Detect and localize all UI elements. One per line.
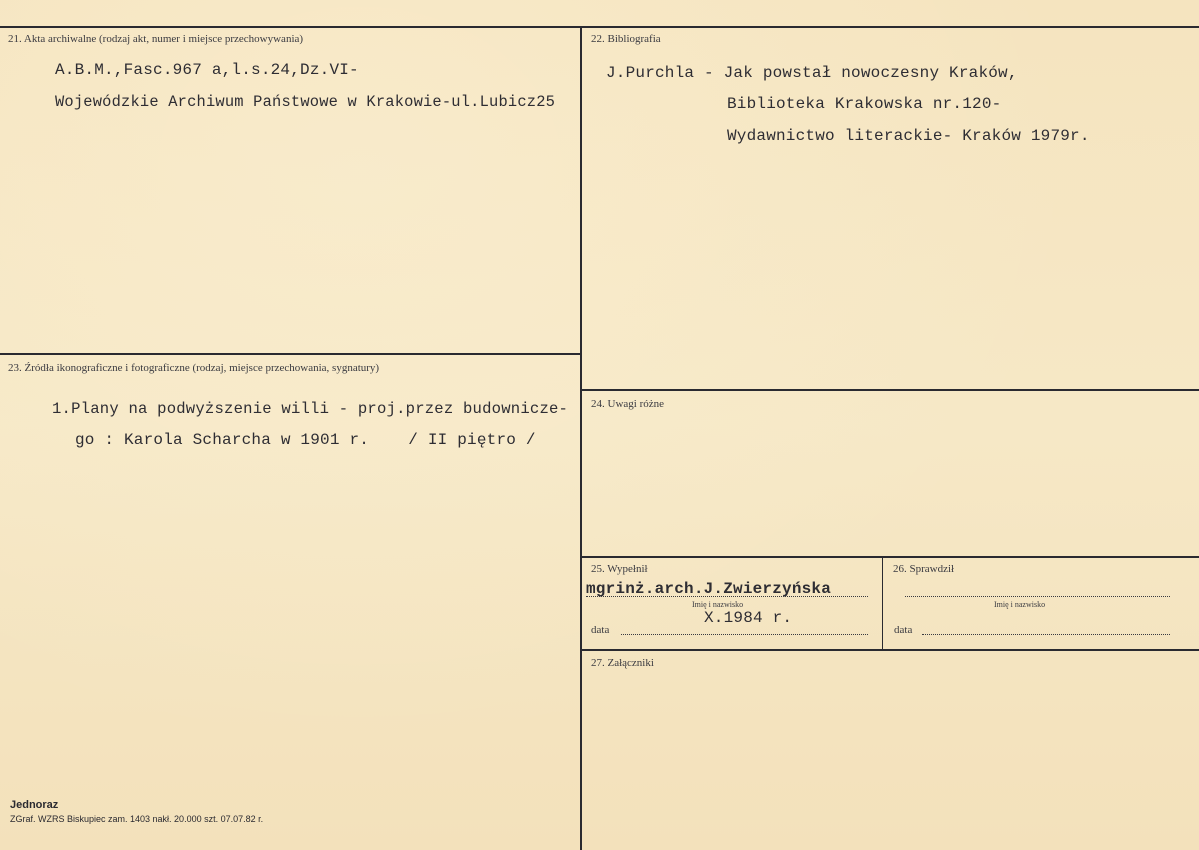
section-25-name-dotted-line bbox=[586, 596, 868, 597]
section-25-date-value: X.1984 r. bbox=[704, 609, 793, 627]
right-signature-top-line bbox=[581, 556, 1199, 558]
section-26-name-dotted-line bbox=[905, 596, 1170, 597]
section-22-line-1: J.Purchla - Jak powstał nowoczesny Kraków, bbox=[606, 64, 1018, 82]
footer-print-info: ZGraf. WZRS Biskupiec zam. 1403 nakł. 20.000 szt. 07.07.82 r. bbox=[10, 814, 264, 824]
section-23-line-2: go : Karola Scharcha w 1901 r. / II piętro / bbox=[75, 431, 536, 449]
section-25-name-caption: Imię i nazwisko bbox=[692, 600, 744, 609]
section-25-date-dotted-line bbox=[621, 634, 868, 635]
section-21-line-1: A.B.M.,Fasc.967 a,l.s.24,Dz.VI- bbox=[55, 61, 359, 79]
section-23-label: 23. Źródła ikonograficzne i fotograficzne (rodzaj, miejsce przechowania, sygnatury) bbox=[8, 362, 380, 374]
section-23-line-1: 1.Plany na podwyższenie willi - proj.przez budownicze- bbox=[52, 400, 569, 418]
section-25-date-label: data bbox=[591, 624, 610, 636]
right-signature-bottom-line bbox=[581, 649, 1199, 651]
left-mid-horizontal-line bbox=[0, 353, 581, 355]
top-border-line bbox=[0, 26, 1199, 28]
section-26-date-dotted-line bbox=[922, 634, 1170, 635]
section-22-line-3: Wydawnictwo literackie- Kraków 1979r. bbox=[727, 127, 1090, 145]
section-26-name-caption: Imię i nazwisko bbox=[994, 600, 1046, 609]
section-25-label: 25. Wypełnił bbox=[591, 563, 648, 575]
section-22-label: 22. Bibliografia bbox=[591, 33, 661, 45]
section-22-line-2: Biblioteka Krakowska nr.120- bbox=[727, 95, 1002, 113]
section-21-line-2: Wojewódzkie Archiwum Państwowe w Krakowie-ul.Lubicz25 bbox=[55, 93, 556, 111]
section-25-filled-name: mgrinż.arch.J.Zwierzyńska bbox=[586, 580, 832, 598]
section-26-date-label: data bbox=[894, 624, 913, 636]
section-26-label: 26. Sprawdził bbox=[893, 563, 955, 575]
section-21-label: 21. Akta archiwalne (rodzaj akt, numer i miejsce przechowywania) bbox=[8, 33, 304, 45]
signature-divider-line bbox=[882, 557, 883, 650]
section-24-label: 24. Uwagi różne bbox=[591, 398, 665, 410]
footer-title: Jednoraz bbox=[10, 799, 59, 811]
center-vertical-line bbox=[580, 26, 582, 850]
right-upper-horizontal-line bbox=[581, 389, 1199, 391]
section-27-label: 27. Załączniki bbox=[591, 657, 654, 669]
